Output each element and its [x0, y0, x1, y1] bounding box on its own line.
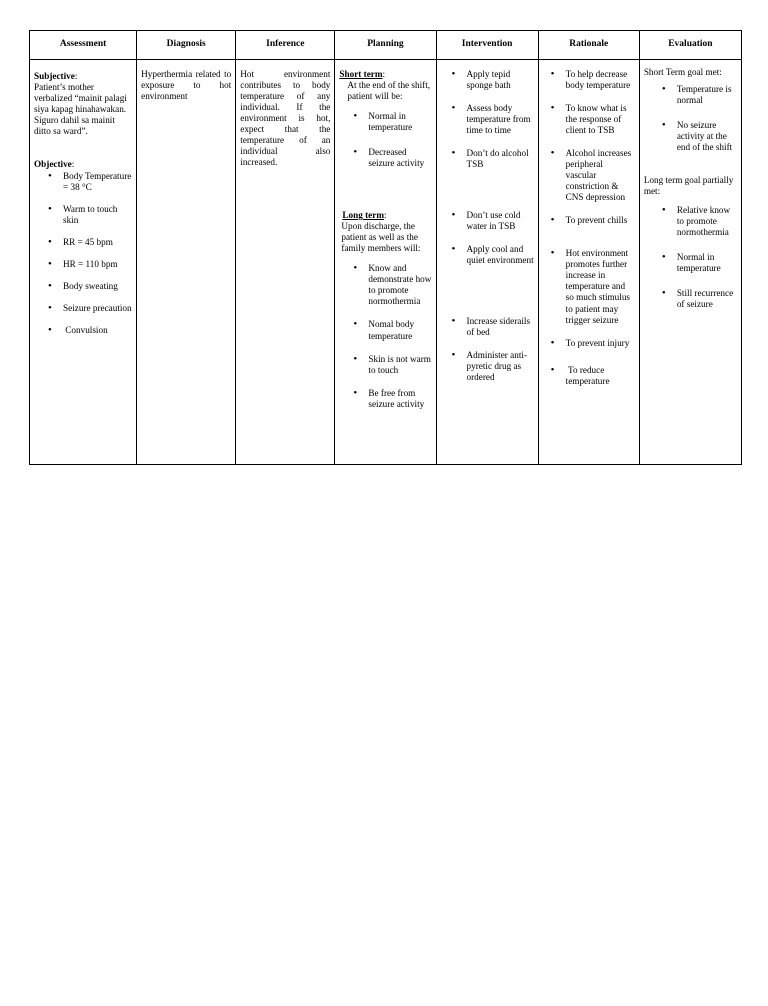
rationale-item: • Alcohol increases peripheral vascular constriction & CNS depression [566, 148, 635, 203]
subjective-text: Patient’s mother verbalized “mainit palagi siya kapag hinahawakan. Siguro dahil sa mainit ditto sa ward”. [34, 82, 127, 137]
objective-item: • RR = 45 bpm [63, 237, 132, 248]
inference-cell [236, 60, 335, 465]
header-planning: Planning [335, 31, 436, 60]
header-intervention: Intervention [436, 31, 538, 60]
rationale-item: • To prevent injury [566, 338, 635, 349]
diagnosis-text: Hyperthermia related to exposure to hot environment [141, 69, 232, 102]
objective-item: • Body Temperature = 38 °C [63, 171, 132, 193]
header-diagnosis: Diagnosis [137, 31, 236, 60]
long-term-goal: • Know and demonstrate how to promote normothermia [368, 263, 431, 307]
objective-item: • Warm to touch skin [63, 204, 132, 226]
rationale-item: • To prevent chills [566, 215, 635, 226]
intervention-item: • Administer anti-pyretic drug as ordered [467, 350, 534, 383]
evaluation-cell [639, 60, 741, 465]
objective-label: Objective [34, 159, 72, 170]
objective-item: • HR = 110 bpm [63, 259, 132, 270]
long-term-goal: • Be free from seizure activity [368, 388, 431, 410]
content-row [30, 60, 742, 465]
header-row [30, 31, 742, 60]
intervention-item: • Apply cool and quiet environment [467, 244, 534, 266]
assessment-cell [30, 60, 137, 465]
short-term-block: Short term: At the end of the shift, patient will be: • Normal in temperature • Decreased seizure activity [339, 69, 431, 169]
long-term-goal: • Nomal body temperature [368, 319, 431, 341]
nursing-care-plan-table [29, 30, 742, 465]
header-rationale: Rationale [538, 31, 639, 60]
subjective-label: Subjective [34, 71, 75, 81]
objective-item: • Body sweating [63, 281, 132, 292]
planning-cell [335, 60, 436, 465]
subjective-block: Subjective: Patient’s mother verbalized “mainit palagi siya kapag hinahawakan. Siguro dahil sa mainit ditto sa ward”. [34, 71, 132, 137]
rationale-item: • To help decrease body temperature [566, 69, 635, 91]
rationale-item: • To know what is the response of client to TSB [566, 103, 635, 136]
long-term-evaluation-item: • Normal in temperature [677, 252, 737, 274]
intervention-item: • Don’t do alcohol TSB [467, 148, 534, 170]
objective-block: Objective: • Body Temperature = 38 °C • Warm to touch skin • RR = 45 bpm • HR = 110 bpm • Body sweating • Seizure precaution • Convulsion [34, 159, 132, 336]
header-assessment: Assessment [30, 31, 137, 60]
long-term-block: Long term: Upon discharge, the patient as well as the family members will: • Know and demonstrate how to promote normothermia • Nomal body temperature • Skin is not warm to touch • Be free from seizure activity [339, 210, 431, 409]
header-evaluation: Evaluation [639, 31, 741, 60]
long-term-evaluation-item: • Still recurrence of seizure [677, 288, 737, 310]
short-term-evaluation-item: • Temperature is normal [677, 84, 737, 106]
intervention-item: • Increase siderails of bed [467, 316, 534, 338]
short-term-evaluation-label: Short Term goal met: [643, 67, 722, 77]
long-term-intro: Upon discharge, the patient as well as the family members will: [341, 221, 421, 254]
diagnosis-cell [137, 60, 236, 465]
short-term-evaluation-item: • No seizure activity at the end of the shift [677, 120, 737, 153]
short-term-goal: • Normal in temperature [368, 111, 431, 133]
short-term-goal: • Decreased seizure activity [368, 147, 431, 169]
rationale-item: • To reduce temperature [566, 365, 635, 387]
short-term-intro: At the end of the shift, patient will be: [347, 80, 431, 102]
long-term-label: Long term [342, 210, 384, 221]
long-term-goal: • Skin is not warm to touch [368, 354, 431, 376]
intervention-item: • Assess body temperature from time to time [467, 103, 534, 136]
long-term-evaluation-item: • Relative know to promote normothermia [677, 205, 737, 238]
short-term-label: Short term [339, 69, 383, 79]
intervention-cell [436, 60, 538, 465]
intervention-item: • Don’t use cold water in TSB [467, 210, 534, 232]
objective-item: • Convulsion [63, 325, 132, 336]
intervention-item: • Apply tepid sponge bath [467, 69, 534, 91]
objective-item: • Seizure precaution [63, 303, 132, 314]
rationale-item: • Hot environment promotes further increase in temperature and so much stimulus to patient may trigger seizure [566, 248, 635, 325]
inference-text: Hot environment contributes to body temperature of any individual. If the environment is hot, expect that the temperature of an individual also increased. [240, 69, 331, 168]
long-term-evaluation-label: Long term goal partially met: [643, 175, 734, 197]
header-inference: Inference [236, 31, 335, 60]
rationale-cell [538, 60, 639, 465]
